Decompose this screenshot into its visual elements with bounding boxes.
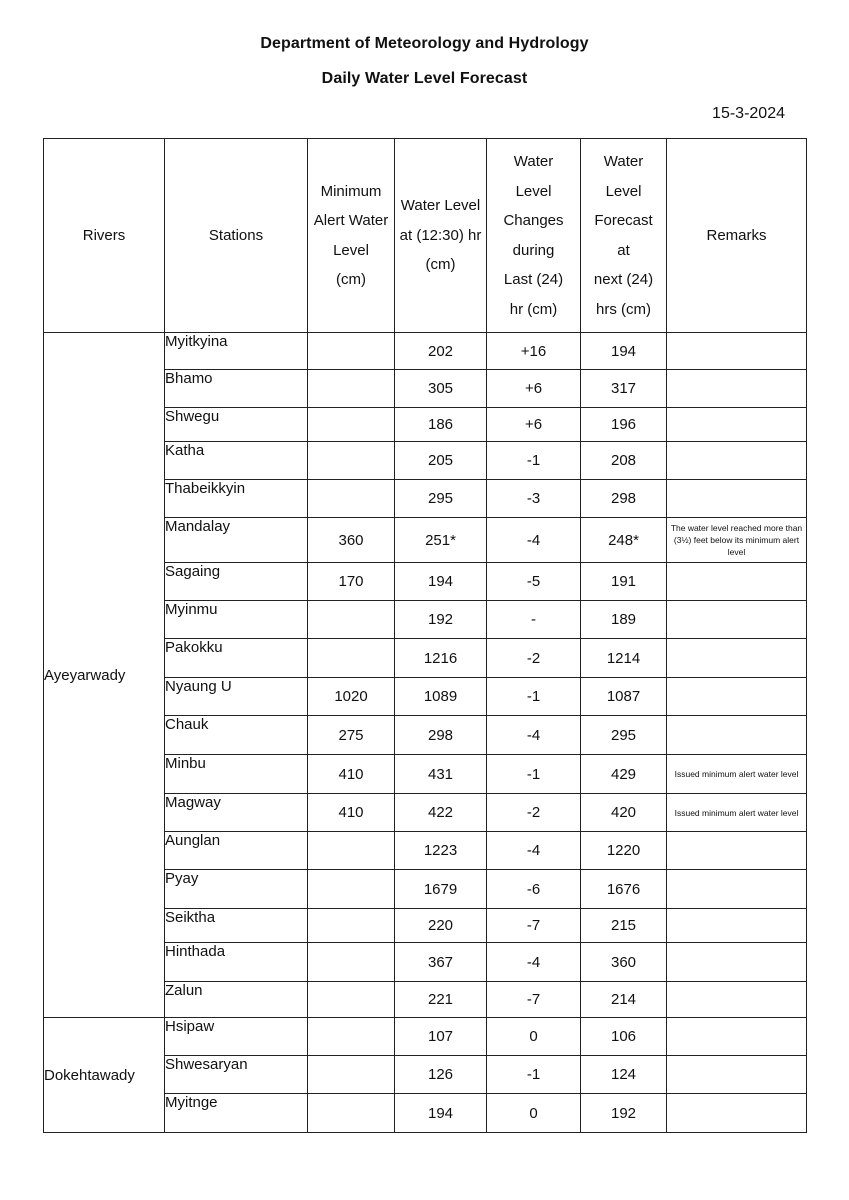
min-alert-cell — [308, 601, 395, 639]
water-level-cell: 220 — [395, 909, 487, 943]
level-change-cell: -2 — [487, 794, 581, 832]
station-name-cell: Katha — [165, 442, 308, 480]
department-name: Department of Meteorology and Hydrology — [260, 35, 589, 52]
water-level-cell: 1089 — [395, 678, 487, 716]
col-header-forecast: Water Level Forecast at next (24) hrs (cm) — [581, 139, 667, 333]
col-header-water-level: Water Level at (12:30) hr (cm) — [395, 139, 487, 333]
min-alert-cell: 170 — [308, 563, 395, 601]
station-name-cell: Sagaing — [165, 563, 308, 601]
forecast-cell: 208 — [581, 442, 667, 480]
level-change-cell: +16 — [487, 333, 581, 370]
water-level-cell: 194 — [395, 1094, 487, 1133]
water-level-cell: 107 — [395, 1018, 487, 1056]
forecast-cell: 1214 — [581, 639, 667, 678]
remarks-cell: Issued minimum alert water level — [667, 755, 807, 794]
table-row — [44, 333, 807, 370]
remarks-cell — [667, 1018, 807, 1056]
remarks-cell — [667, 678, 807, 716]
forecast-cell: 191 — [581, 563, 667, 601]
remarks-cell: Issued minimum alert water level — [667, 794, 807, 832]
forecast-cell: 189 — [581, 601, 667, 639]
min-alert-cell — [308, 909, 395, 943]
forecast-cell: 124 — [581, 1056, 667, 1094]
remarks-cell — [667, 832, 807, 870]
forecast-cell: 192 — [581, 1094, 667, 1133]
station-name-cell: Pakokku — [165, 639, 308, 678]
level-change-cell: -4 — [487, 716, 581, 755]
level-change-cell: -6 — [487, 870, 581, 909]
water-level-cell: 305 — [395, 370, 487, 408]
min-alert-cell — [308, 480, 395, 518]
station-name-cell: Minbu — [165, 755, 308, 794]
forecast-cell: 214 — [581, 982, 667, 1018]
remarks-cell — [667, 943, 807, 982]
station-name-cell: Mandalay — [165, 518, 308, 563]
forecast-cell: 194 — [581, 333, 667, 370]
min-alert-cell — [308, 408, 395, 442]
remarks-cell — [667, 909, 807, 943]
remarks-cell — [667, 442, 807, 480]
station-name-cell: Nyaung U — [165, 678, 308, 716]
water-level-cell: 431 — [395, 755, 487, 794]
remarks-cell — [667, 1094, 807, 1133]
min-alert-cell — [308, 1056, 395, 1094]
station-name-cell: Thabeikkyin — [165, 480, 308, 518]
forecast-cell: 215 — [581, 909, 667, 943]
water-level-cell: 422 — [395, 794, 487, 832]
water-level-cell: 1679 — [395, 870, 487, 909]
min-alert-cell — [308, 442, 395, 480]
remarks-cell — [667, 370, 807, 408]
table-row — [44, 1018, 807, 1056]
col-header-rivers: Rivers — [44, 139, 165, 333]
station-name-cell: Magway — [165, 794, 308, 832]
forecast-cell: 106 — [581, 1018, 667, 1056]
remarks-cell: The water level reached more than (3½) feet below its minimum alert level — [667, 518, 807, 563]
water-level-cell: 205 — [395, 442, 487, 480]
forecast-cell: 420 — [581, 794, 667, 832]
remarks-cell — [667, 408, 807, 442]
forecast-cell: 248* — [581, 518, 667, 563]
remarks-cell — [667, 639, 807, 678]
station-name-cell: Bhamo — [165, 370, 308, 408]
level-change-cell: +6 — [487, 408, 581, 442]
forecast-cell: 317 — [581, 370, 667, 408]
col-header-min-alert: Minimum Alert Water Level (cm) — [308, 139, 395, 333]
water-level-cell: 186 — [395, 408, 487, 442]
min-alert-cell: 360 — [308, 518, 395, 563]
station-name-cell: Shwesaryan — [165, 1056, 308, 1094]
level-change-cell: -7 — [487, 909, 581, 943]
remarks-cell — [667, 333, 807, 370]
river-name-cell: Dokehtawady — [44, 1018, 165, 1133]
station-name-cell: Shwegu — [165, 408, 308, 442]
min-alert-cell — [308, 1018, 395, 1056]
station-name-cell: Myinmu — [165, 601, 308, 639]
station-name-cell: Myitnge — [165, 1094, 308, 1133]
station-name-cell: Aunglan — [165, 832, 308, 870]
level-change-cell: -1 — [487, 755, 581, 794]
min-alert-cell — [308, 832, 395, 870]
min-alert-cell: 410 — [308, 755, 395, 794]
station-name-cell: Zalun — [165, 982, 308, 1018]
min-alert-cell: 410 — [308, 794, 395, 832]
remarks-cell — [667, 480, 807, 518]
water-level-cell: 192 — [395, 601, 487, 639]
river-name-cell: Ayeyarwady — [44, 333, 165, 1018]
station-name-cell: Hinthada — [165, 943, 308, 982]
remarks-cell — [667, 1056, 807, 1094]
min-alert-cell — [308, 1094, 395, 1133]
level-change-cell: -4 — [487, 943, 581, 982]
station-name-cell: Chauk — [165, 716, 308, 755]
level-change-cell: - — [487, 601, 581, 639]
forecast-cell: 360 — [581, 943, 667, 982]
level-change-cell: +6 — [487, 370, 581, 408]
remarks-cell — [667, 716, 807, 755]
min-alert-cell — [308, 333, 395, 370]
col-header-stations: Stations — [165, 139, 308, 333]
water-level-cell: 202 — [395, 333, 487, 370]
forecast-cell: 429 — [581, 755, 667, 794]
min-alert-cell: 1020 — [308, 678, 395, 716]
min-alert-cell — [308, 982, 395, 1018]
level-change-cell: -1 — [487, 442, 581, 480]
remarks-cell — [667, 870, 807, 909]
water-level-cell: 194 — [395, 563, 487, 601]
level-change-cell: -2 — [487, 639, 581, 678]
report-date: 15-3-2024 — [712, 105, 785, 122]
level-change-cell: -1 — [487, 1056, 581, 1094]
water-level-table — [43, 138, 807, 1133]
min-alert-cell — [308, 370, 395, 408]
remarks-cell — [667, 601, 807, 639]
col-header-change: Water Level Changes during Last (24) hr (cm) — [487, 139, 581, 333]
water-level-cell: 1223 — [395, 832, 487, 870]
forecast-cell: 1087 — [581, 678, 667, 716]
station-name-cell: Seiktha — [165, 909, 308, 943]
level-change-cell: 0 — [487, 1094, 581, 1133]
report-title: Daily Water Level Forecast — [321, 70, 528, 87]
level-change-cell: -1 — [487, 678, 581, 716]
water-level-cell: 251* — [395, 518, 487, 563]
station-name-cell: Pyay — [165, 870, 308, 909]
water-level-cell: 298 — [395, 716, 487, 755]
water-level-cell: 295 — [395, 480, 487, 518]
min-alert-cell — [308, 639, 395, 678]
level-change-cell: -5 — [487, 563, 581, 601]
water-level-cell: 126 — [395, 1056, 487, 1094]
col-header-remarks: Remarks — [667, 139, 807, 333]
remarks-cell — [667, 982, 807, 1018]
min-alert-cell: 275 — [308, 716, 395, 755]
water-level-cell: 221 — [395, 982, 487, 1018]
forecast-cell: 1676 — [581, 870, 667, 909]
table-header-row — [44, 139, 807, 333]
level-change-cell: -4 — [487, 518, 581, 563]
level-change-cell: -3 — [487, 480, 581, 518]
min-alert-cell — [308, 870, 395, 909]
level-change-cell: 0 — [487, 1018, 581, 1056]
remarks-cell — [667, 563, 807, 601]
forecast-cell: 196 — [581, 408, 667, 442]
forecast-cell: 1220 — [581, 832, 667, 870]
station-name-cell: Hsipaw — [165, 1018, 308, 1056]
level-change-cell: -7 — [487, 982, 581, 1018]
water-level-cell: 1216 — [395, 639, 487, 678]
station-name-cell: Myitkyina — [165, 333, 308, 370]
level-change-cell: -4 — [487, 832, 581, 870]
min-alert-cell — [308, 943, 395, 982]
forecast-cell: 295 — [581, 716, 667, 755]
water-level-cell: 367 — [395, 943, 487, 982]
forecast-cell: 298 — [581, 480, 667, 518]
